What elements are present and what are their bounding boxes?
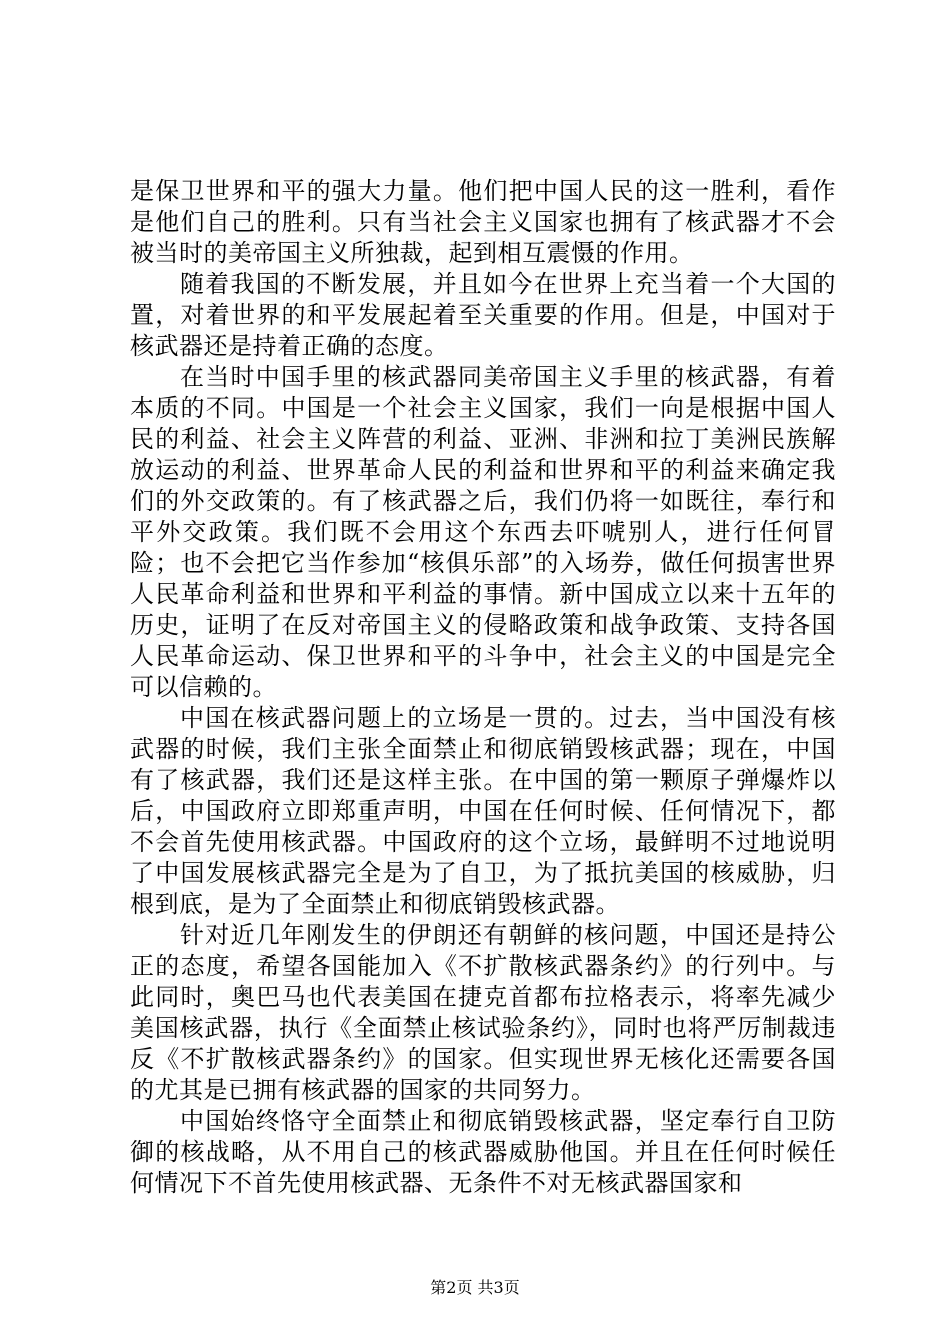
document-body [130,176,836,1199]
paragraph: 针对近几年刚发生的伊朗还有朝鲜的核问题，中国还是持公正的态度，希望各国能加入《不扩散核武器条约》的行列中。与此同时，奥巴马也代表美国在捷克首都布拉格表示，将率先减少美国核武器，执行《全面禁止核试验条约》，同时也将严厉制裁违反《不扩散核武器条约》的国家。但实现世界无核化还需要各国的尤其是已拥有核武器的国家的共同努力。 [130,921,836,1104]
paragraph-continuation: 是保卫世界和平的强大力量。他们把中国人民的这一胜利，看作是他们自己的胜利。只有当社会主义国家也拥有了核武器才不会被当时的美帝国主义所独裁，起到相互震慑的作用。 [130,177,836,267]
paragraph: 中国始终恪守全面禁止和彻底销毁核武器，坚定奉行自卫防御的核战略，从不用自己的核武器威胁他国。并且在任何时候任何情况下不首先使用核武器、无条件不对无核武器国家和 [130,1107,836,1197]
paragraph: 中国在核武器问题上的立场是一贯的。过去，当中国没有核武器的时候，我们主张全面禁止和彻底销毁核武器；现在，中国有了核武器，我们还是这样主张。在中国的第一颗原子弹爆炸以后，中国政府立即郑重声明，中国在任何时候、任何情况下，都不会首先使用核武器。中国政府的这个立场，最鲜明不过地说明了中国发展核武器完全是为了自卫，为了抵抗美国的核威胁，归根到底，是为了全面禁止和彻底销毁核武器。 [130,704,836,918]
paragraph: 在当时中国手里的核武器同美帝国主义手里的核武器，有着本质的不同。中国是一个社会主义国家，我们一向是根据中国人民的利益、社会主义阵营的利益、亚洲、非洲和拉丁美洲民族解放运动的利益、世界革命人民的利益和世界和平的利益来确定我们的外交政策的。有了核武器之后，我们仍将一如既往，奉行和平外交政策。我们既不会用这个东西去吓唬别人，进行任何冒险；也不会把它当作参加“核俱乐部”的入场券，做任何损害世界人民革命利益和世界和平利益的事情。新中国成立以来十五年的历史，证明了在反对帝国主义的侵略政策和战争政策、支持各国人民革命运动、保卫世界和平的斗争中，社会主义的中国是完全可以信赖的。 [130,363,836,701]
page-number-footer: 第2页 共3页 [430,1278,520,1297]
paragraph: 随着我国的不断发展，并且如今在世界上充当着一个大国的置，对着世界的和平发展起着至关重要的作用。但是，中国对于核武器还是持着正确的态度。 [130,270,836,360]
